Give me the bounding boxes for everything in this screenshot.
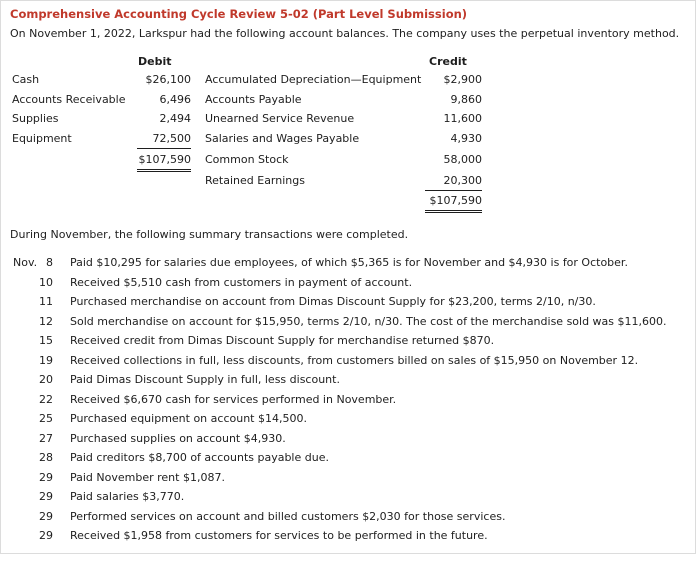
transaction-text: Received $5,510 cash from customers in payment of account. (70, 275, 413, 289)
transaction-day: 10 (39, 275, 53, 289)
debit-account-amount: 2,494 (159, 112, 191, 125)
transaction-text: Paid $10,295 for salaries due employees, of which $5,365 is for November and $4,930 is for October. (70, 256, 628, 269)
transaction-text: Received $6,670 cash for services performed in November. (70, 392, 397, 406)
transaction-day: 8 (46, 256, 53, 269)
debit-account-amount: 72,500 (137, 132, 191, 149)
debit-account-amount: $26,100 (145, 73, 191, 86)
transaction-item (1, 393, 691, 409)
credit-account-name: Salaries and Wages Payable (205, 132, 360, 145)
month-label: Nov. (13, 256, 38, 269)
transaction-item (1, 315, 691, 331)
transaction-item (1, 471, 691, 487)
transaction-item (1, 276, 691, 292)
transaction-day: 15 (39, 334, 53, 347)
transaction-text: Paid salaries $3,770. (70, 490, 185, 503)
transaction-text: Sold merchandise on account for $15,950, terms 2/10, n/30. The cost of the merchandise sold was $11,600. (70, 314, 667, 328)
transaction-day: 28 (39, 451, 53, 464)
transaction-item (1, 490, 691, 506)
credit-account-name: Unearned Service Revenue (205, 112, 355, 125)
transaction-day: 27 (39, 431, 53, 445)
transaction-text: Paid November rent $1,087. (70, 470, 225, 484)
transaction-day: 22 (39, 392, 53, 406)
debit-header: Debit (138, 55, 172, 68)
transactions-list (1, 256, 691, 551)
transaction-text: Performed services on account and billed customers $2,030 for those services. (70, 509, 506, 523)
credit-account-name: Common Stock (205, 153, 289, 166)
credit-account-amount: 11,600 (443, 112, 482, 125)
debit-account-name: Accounts Receivable (12, 93, 126, 106)
transaction-day: 20 (39, 373, 53, 386)
transaction-item (1, 256, 691, 272)
credit-account-amount: $2,900 (443, 73, 482, 86)
credit-total: $107,590 (425, 194, 482, 213)
transaction-day: 29 (39, 509, 53, 523)
transaction-day: 29 (39, 529, 53, 542)
transaction-item (1, 295, 691, 311)
credit-header: Credit (429, 55, 467, 68)
transaction-item (1, 334, 691, 350)
transaction-text: Received $1,958 from customers for services to be performed in the future. (70, 529, 488, 542)
transaction-item (1, 432, 691, 448)
transaction-day: 29 (39, 470, 53, 484)
credit-account-amount: 20,300 (425, 174, 482, 191)
debit-account-name: Cash (12, 73, 40, 86)
transaction-text: Paid creditors $8,700 of accounts payable due. (70, 451, 329, 464)
transaction-text: Paid Dimas Discount Supply in full, less discount. (70, 373, 340, 386)
debit-account-amount: 6,496 (159, 93, 191, 106)
transaction-text: Purchased supplies on account $4,930. (70, 431, 286, 445)
transaction-text: Purchased equipment on account $14,500. (70, 412, 307, 425)
transaction-day: 19 (39, 353, 53, 367)
transactions-intro: During November, the following summary transactions were completed. (10, 228, 409, 241)
transaction-day: 29 (39, 490, 53, 503)
credit-account-name: Accounts Payable (205, 93, 302, 106)
credit-account-amount: 58,000 (443, 153, 482, 166)
transaction-item (1, 354, 691, 370)
credit-account-amount: 4,930 (450, 132, 482, 145)
transaction-day: 12 (39, 314, 53, 328)
problem-title: Comprehensive Accounting Cycle Review 5-02 (Part Level Submission) (10, 7, 468, 21)
credit-account-name: Retained Earnings (205, 174, 305, 187)
transaction-item (1, 373, 691, 389)
transaction-day: 25 (39, 412, 53, 425)
transaction-item (1, 529, 691, 545)
transaction-item (1, 451, 691, 467)
transaction-text: Purchased merchandise on account from Dimas Discount Supply for $23,200, terms 2/10, n/30. (70, 295, 596, 308)
credit-account-name: Accumulated Depreciation—Equipment (205, 73, 422, 86)
problem-intro: On November 1, 2022, Larkspur had the following account balances. The company uses the perpetual inventory method. (10, 27, 680, 40)
transaction-item (1, 510, 691, 526)
credit-account-amount: 9,860 (450, 93, 482, 106)
transaction-text: Received credit from Dimas Discount Supply for merchandise returned $870. (70, 334, 495, 347)
transaction-day: 11 (39, 295, 53, 308)
transaction-item (1, 412, 691, 428)
debit-total: $107,590 (137, 153, 191, 172)
transaction-text: Received collections in full, less discounts, from customers billed on sales of $15,950 on November 12. (70, 353, 639, 367)
debit-account-name: Supplies (12, 112, 59, 125)
debit-account-name: Equipment (12, 132, 72, 145)
